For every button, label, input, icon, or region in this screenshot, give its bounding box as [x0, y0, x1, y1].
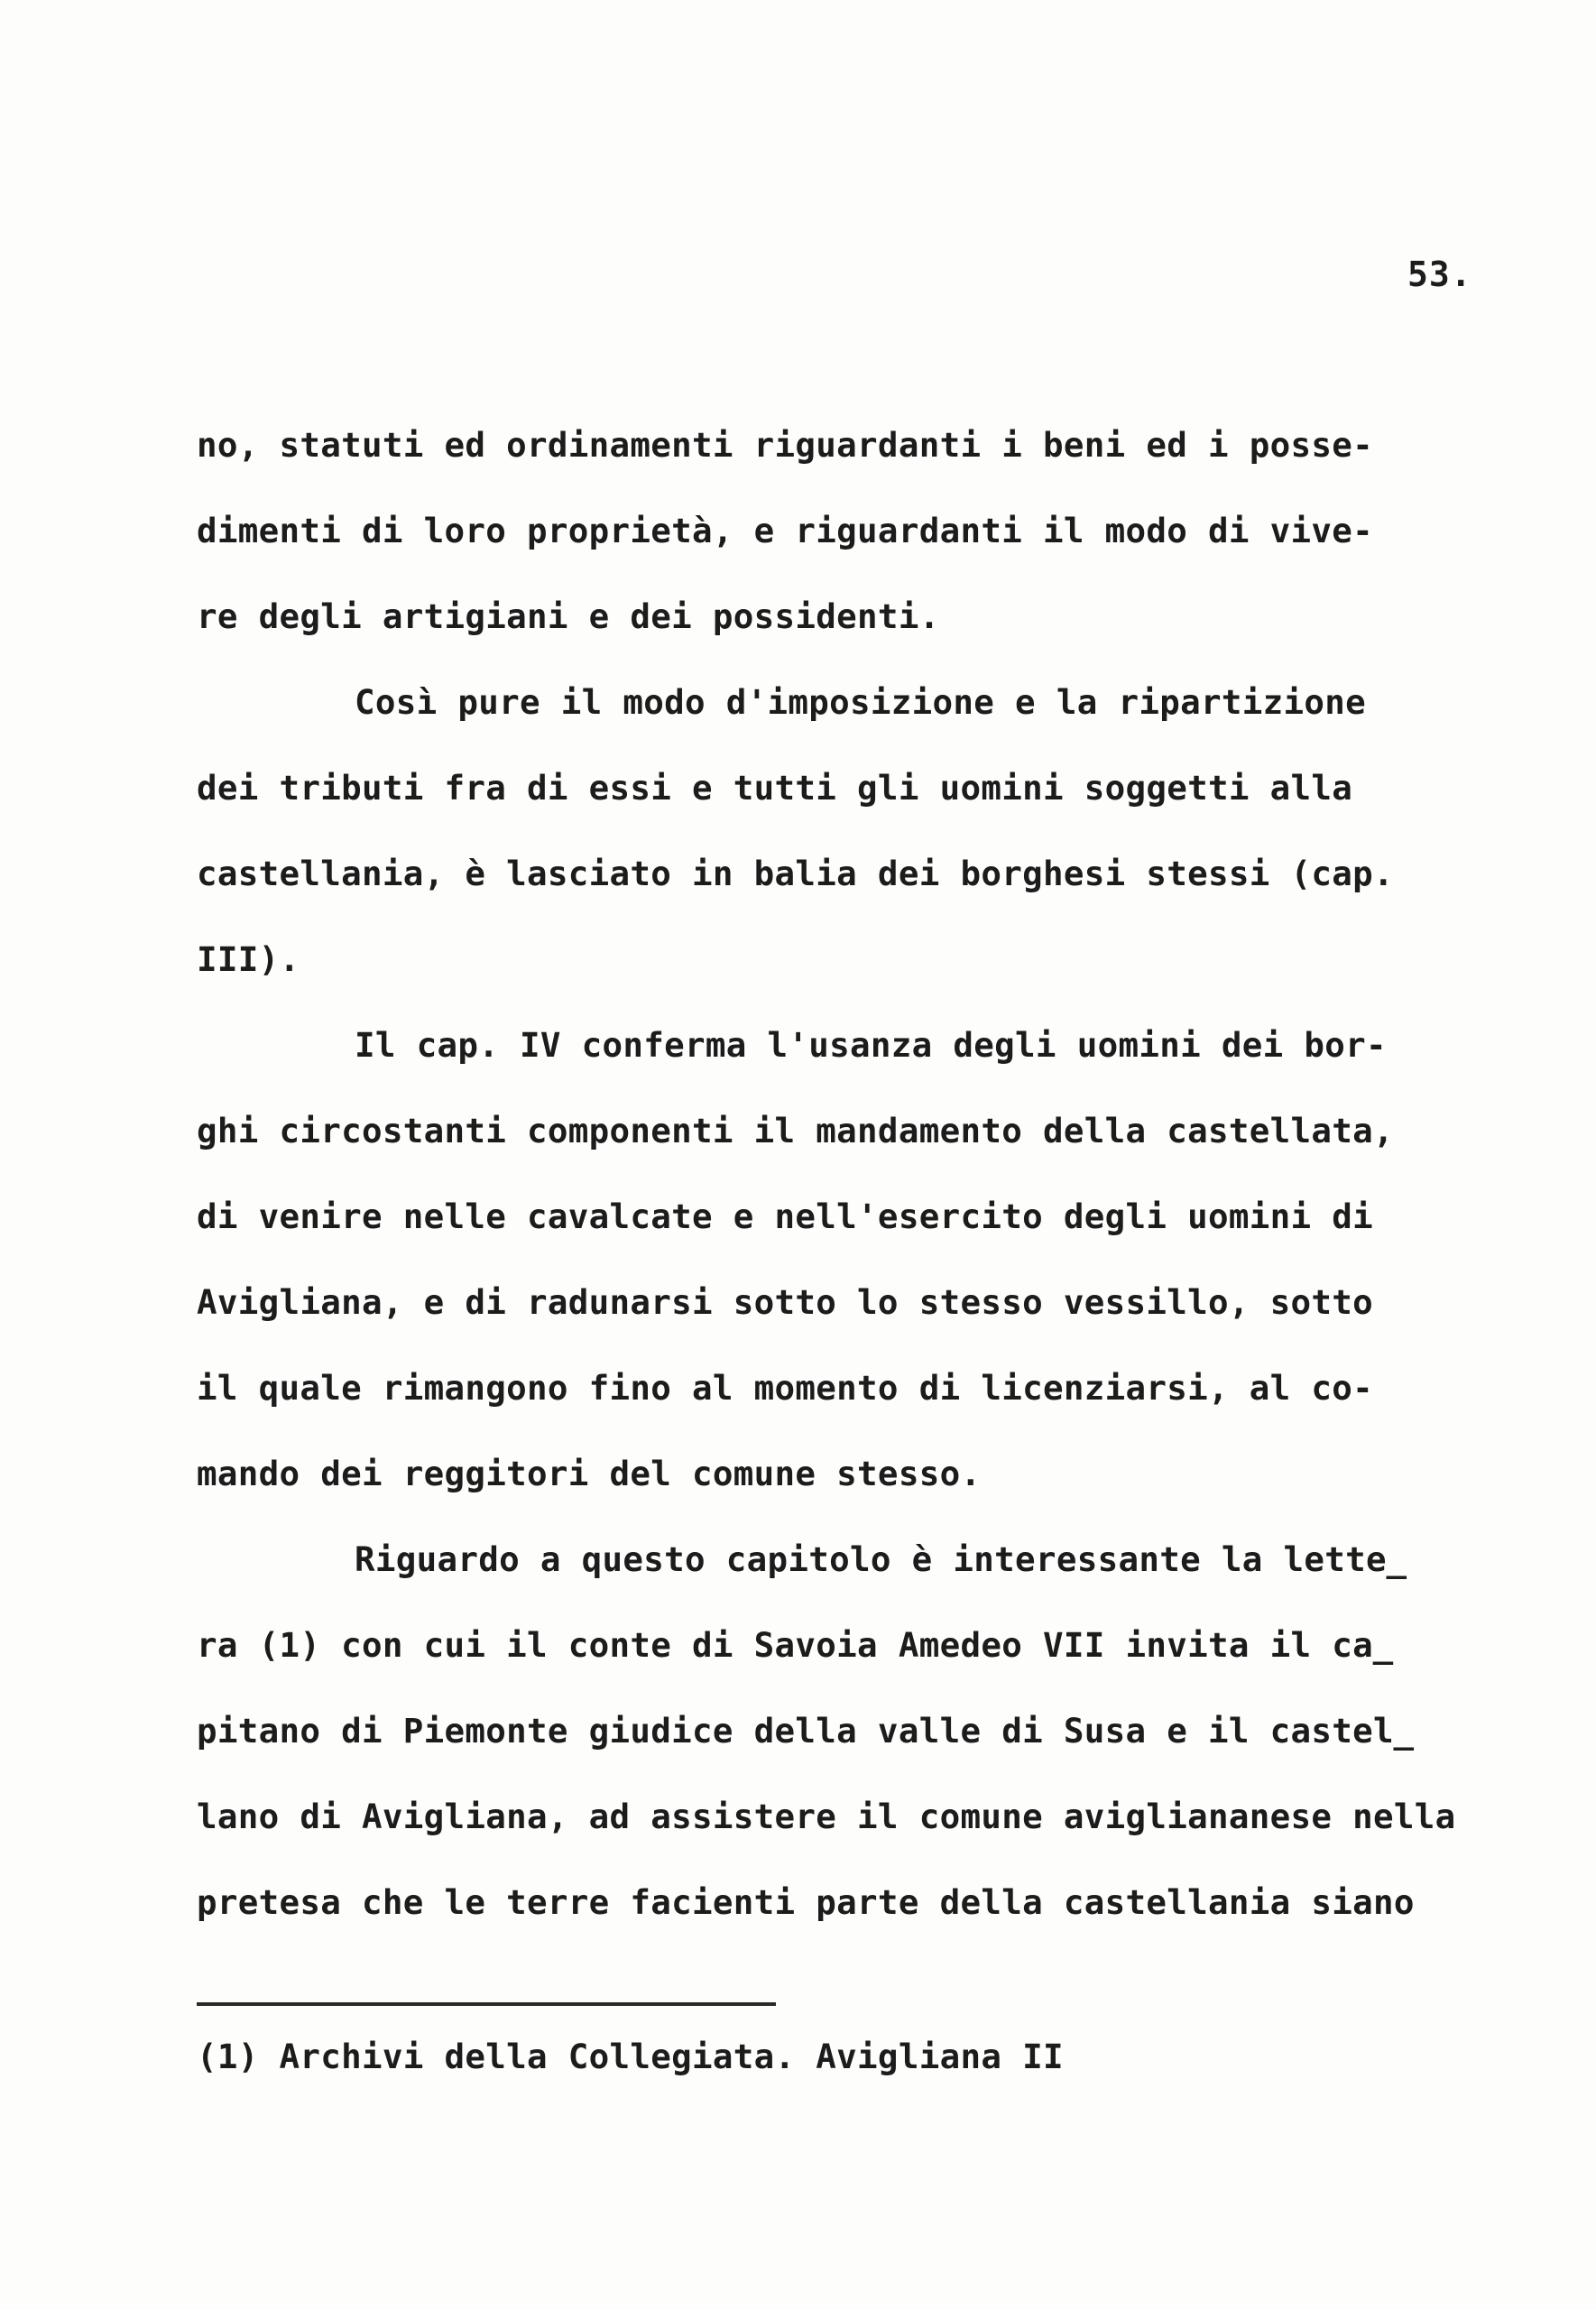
text-line: pitano di Piemonte giudice della valle di Susa e il castel̲ — [197, 1711, 1415, 1751]
text-line: dimenti di loro proprietà, e riguardanti il modo di vive- — [197, 511, 1373, 550]
text-line: castellania, è lasciato in balia dei borghesi stessi (cap. — [197, 854, 1394, 893]
text-line: III). — [197, 939, 300, 979]
footnote-divider — [197, 2002, 776, 2006]
text-line: il quale rimangono fino al momento di licenziarsi, al co- — [197, 1368, 1373, 1408]
text-line: Il cap. IV conferma l'usanza degli uomini dei bor- — [355, 1025, 1387, 1065]
page-number: 53. — [1407, 254, 1472, 294]
text-line: pretesa che le terre facienti parte della castellania siano — [197, 1882, 1415, 1922]
text-line: no, statuti ed ordinamenti riguardanti i beni ed i posse- — [197, 425, 1373, 465]
text-line: ghi circostanti componenti il mandamento della castellata, — [197, 1111, 1394, 1150]
text-line: Riguardo a questo capitolo è interessante la lette̲ — [355, 1539, 1407, 1579]
text-line: mando dei reggitori del comune stesso. — [197, 1454, 982, 1493]
footnote: (1) Archivi della Collegiata. Avigliana II — [197, 2037, 1064, 2076]
text-line: Così pure il modo d'imposizione e la ripartizione — [355, 682, 1366, 722]
text-line: Avigliana, e di radunarsi sotto lo stesso vessillo, sotto — [197, 1282, 1373, 1322]
text-line: re degli artigiani e dei possidenti. — [197, 596, 940, 636]
text-line: dei tributi fra di essi e tutti gli uomini soggetti alla — [197, 768, 1353, 808]
text-line: di venire nelle cavalcate e nell'esercito degli uomini di — [197, 1197, 1373, 1236]
text-line: lano di Avigliana, ad assistere il comune avigliananese nella — [197, 1797, 1456, 1836]
text-line: ra (1) con cui il conte di Savoia Amedeo VII invita il ca̲ — [197, 1625, 1394, 1665]
